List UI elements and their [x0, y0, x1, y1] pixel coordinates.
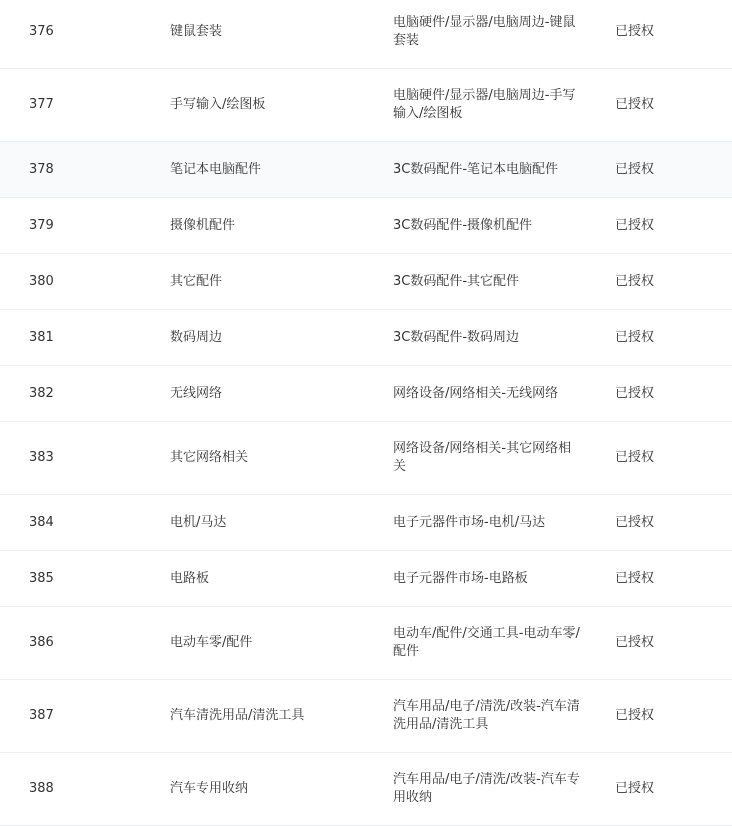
row-path: 3C数码配件-笔记本电脑配件 [393, 161, 559, 177]
row-id: 385 [29, 570, 54, 586]
row-name: 汽车清洗用品/清洗工具 [170, 708, 305, 723]
row-path: 3C数码配件-其它配件 [393, 273, 520, 289]
row-name: 手写输入/绘图板 [170, 97, 266, 112]
status-badge: 已授权 [615, 329, 655, 345]
row-path: 网络设备/网络相关-其它网络相关 [393, 441, 572, 474]
row-name: 笔记本电脑配件 [170, 161, 262, 177]
table-row [0, 495, 732, 551]
row-id: 388 [29, 781, 54, 796]
row-id: 384 [29, 514, 54, 530]
row-name: 无线网络 [170, 385, 223, 401]
row-name: 其它网络相关 [170, 450, 249, 465]
row-name: 摄像机配件 [170, 217, 236, 233]
status-badge: 已授权 [615, 708, 655, 723]
row-path: 电脑硬件/显示器/电脑周边-键鼠套装 [393, 15, 576, 48]
row-path: 电子元器件市场-电路板 [393, 570, 528, 586]
row-id: 383 [29, 450, 54, 465]
table-row [0, 422, 732, 495]
row-id: 377 [29, 97, 54, 112]
row-path: 电动车/配件/交通工具-电动车零/配件 [393, 626, 580, 659]
table-row [0, 366, 732, 422]
row-path: 3C数码配件-摄像机配件 [393, 217, 533, 233]
row-id: 379 [29, 217, 54, 233]
table-row [0, 142, 732, 198]
row-id: 380 [29, 273, 54, 289]
table-row [0, 69, 732, 142]
status-badge: 已授权 [615, 217, 655, 233]
row-id: 376 [29, 24, 54, 39]
status-badge: 已授权 [615, 781, 655, 796]
status-badge: 已授权 [615, 273, 655, 289]
table-row [0, 607, 732, 680]
status-badge: 已授权 [615, 570, 655, 586]
row-id: 387 [29, 708, 54, 723]
row-path: 汽车用品/电子/清洗/改装-汽车清洗用品/清洗工具 [393, 699, 580, 732]
row-name: 其它配件 [170, 273, 223, 289]
status-badge: 已授权 [615, 635, 655, 650]
status-badge: 已授权 [615, 450, 655, 465]
table-row [0, 310, 732, 366]
table-row [0, 198, 732, 254]
row-path: 网络设备/网络相关-无线网络 [393, 385, 559, 401]
table-row [0, 254, 732, 310]
table-row [0, 680, 732, 753]
row-path: 电子元器件市场-电机/马达 [393, 514, 546, 530]
row-id: 378 [29, 161, 54, 177]
row-name: 汽车专用收纳 [170, 781, 249, 796]
row-path: 3C数码配件-数码周边 [393, 329, 520, 345]
table-row [0, 753, 732, 826]
row-name: 数码周边 [170, 329, 223, 345]
status-badge: 已授权 [615, 385, 655, 401]
row-path: 电脑硬件/显示器/电脑周边-手写输入/绘图板 [393, 88, 576, 121]
status-badge: 已授权 [615, 24, 655, 39]
table-row [0, 0, 732, 69]
row-name: 电路板 [170, 570, 210, 586]
row-name: 键鼠套装 [170, 24, 223, 39]
row-id: 382 [29, 385, 54, 401]
status-badge: 已授权 [615, 161, 655, 177]
row-path: 汽车用品/电子/清洗/改装-汽车专用收纳 [393, 772, 580, 805]
status-badge: 已授权 [615, 514, 655, 530]
row-id: 381 [29, 329, 54, 345]
row-id: 386 [29, 635, 54, 650]
status-badge: 已授权 [615, 97, 655, 112]
row-name: 电机/马达 [170, 514, 227, 530]
table-row [0, 551, 732, 607]
row-name: 电动车零/配件 [170, 635, 253, 650]
